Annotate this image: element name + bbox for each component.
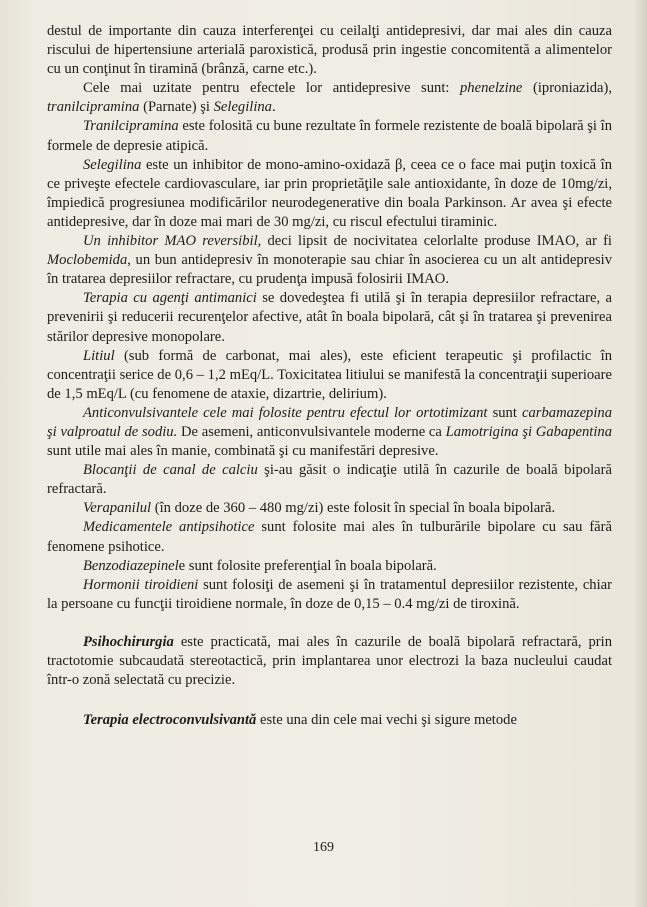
paragraph-p11 — [47, 518, 612, 556]
text-run: . — [271, 99, 276, 116]
italic-term: Benzodiazepinel — [83, 557, 179, 574]
text-run: Cele mai uzitate pentru efectele lor antidepresive sunt: — [83, 80, 460, 97]
italic-term: Tranilcipramina — [83, 118, 179, 135]
text-run: , deci lipsit de nocivitatea celorlalte produse IMAO, ar fi — [257, 233, 612, 250]
italic-term: Litiul — [83, 347, 115, 364]
italic-term: Medicamentele antipsihotice — [83, 519, 255, 536]
bold-italic-heading: Psihochirurgia — [83, 633, 174, 650]
paragraph-p1 — [47, 22, 612, 79]
paragraph-p3 — [47, 117, 612, 155]
italic-term: phenelzine — [460, 80, 523, 97]
italic-term: Selegilina — [213, 99, 272, 116]
paragraph-p10 — [47, 499, 612, 518]
text-run: sunt — [487, 404, 523, 421]
text-run: destul de importante din cauza interferenţei cu ceilalţi antidepresivi, dar mai ales din cauza riscului de hipertensiune arterială paroxistică, produsă prin ingestie concomitentă a alimentelor cu un conţinut în tiramină (brânză, carne etc.). — [47, 23, 612, 78]
italic-term: Moclobemida — [47, 252, 128, 269]
page-edge-shadow — [633, 0, 647, 907]
paragraph-p4 — [47, 156, 612, 232]
italic-term: Selegilina — [83, 156, 142, 173]
text-run: e sunt folosite preferenţial în boala bipolară. — [178, 557, 437, 574]
page-number: 169 — [313, 840, 334, 855]
paragraph-p8 — [47, 404, 612, 461]
italic-term: Un inhibitor MAO reversibil — [83, 233, 258, 250]
italic-term: Terapia cu agenţi antimanici — [83, 290, 257, 307]
text-run: (în doze de 360 – 480 mg/zi) este folosit în special în boala bipolară. — [151, 500, 556, 517]
paragraph-p7 — [47, 347, 612, 404]
italic-term: Verapanilul — [83, 500, 152, 517]
text-run: De asemeni, anticonvulsivantele moderne ca — [177, 423, 446, 440]
paragraph-p2 — [47, 79, 612, 117]
text-run: sunt folosite mai ales în tulburările bipolare cu sau fără fenomene psihotice. — [47, 519, 612, 555]
text-run: şi-au găsit o indicaţie utilă în cazurile de boală bipolară refractară. — [47, 462, 612, 498]
text-run: sunt folosiţi de asemeni şi în tratamentul depresiilor rezistente, chiar la persoane cu funcţii tiroidiene normale, în doze de 0,15 – 0.4 mg/zi de tiroxină. — [47, 576, 612, 612]
text-run: se dovedeştea fi utilă şi în terapia depresiilor refractare, a prevenirii şi reducerii recurenţelor afective, atât în boala bipolară, cât şi în tratarea şi prevenirea stărilor depresive monopolare. — [47, 290, 613, 345]
bold-italic-heading: Terapia electroconvulsivantă — [83, 712, 257, 729]
italic-term: Blocanţii de canal de calciu — [83, 462, 258, 479]
paragraph-p13 — [47, 576, 612, 614]
italic-term: carbamazepina şi valproatul de sodiu. — [47, 404, 613, 440]
text-run: , un bun antidepresiv în monoterapie sau chiar în asocierea cu un alt antidepresiv în tratarea depresiilor refractare, cu prudenţa impusă folosirii IMAO. — [47, 252, 612, 288]
text-run: este una din cele mai vechi şi sigure metode — [256, 712, 517, 729]
paragraph-p15 — [47, 711, 612, 730]
text-run: (iproniazida), — [522, 80, 612, 97]
paragraph-p12 — [47, 557, 612, 576]
paragraph-p9 — [47, 461, 612, 499]
italic-term: tranilcipramina — [47, 99, 140, 116]
text-run: este folosită cu bune rezultate în formele rezistente de boală bipolară şi în formele de depresie atipică. — [47, 118, 612, 154]
italic-term: Anticonvulsivantele cele mai folosite pentru efectul lor ortotimizant — [83, 404, 488, 421]
text-run: este un inhibitor de mono-amino-oxidază β, ceea ce o face mai puţin toxică în ce priveşte efectele cardiovasculare, iar prin proprietăţile sale antioxidante, în doze de 10mg/zi, împiedică progresiunea modificărilor neurodegenerative din boala Parkinson. Ar avea şi efecte antidepresive, dar în doze mai mari de 30 mg/zi, cu riscul efectului tiraminic. — [47, 156, 612, 230]
text-run: este practicată, mai ales în cazurile de boală bipolară refractară, prin tractotomie subcaudată stereotactică, prin implantarea unor electrozi la baza nucleului caudat într-o zonă selectată cu precizie. — [47, 633, 612, 689]
body-text — [47, 22, 612, 730]
paragraph-p6 — [47, 289, 612, 346]
italic-term: Lamotrigina şi Gabapentina — [445, 423, 612, 440]
text-run: (Parnate) şi — [139, 99, 214, 116]
text-run: (sub formă de carbonat, mai ales), este eficient terapeutic şi profilactic în concentraţii serice de 0,6 – 1,2 mEq/L. Toxicitatea litiului se manifestă la concentraţii superioare de 1,5 mEq/L (cu fenomene de ataxie, dizartrie, delirium). — [47, 347, 612, 402]
paragraph-p14 — [47, 633, 612, 690]
text-run: sunt utile mai ales în manie, combinată şi cu manifestări depresive. — [47, 443, 439, 460]
paragraph-p5 — [47, 232, 612, 289]
italic-term: Hormonii tiroidieni — [83, 576, 199, 593]
